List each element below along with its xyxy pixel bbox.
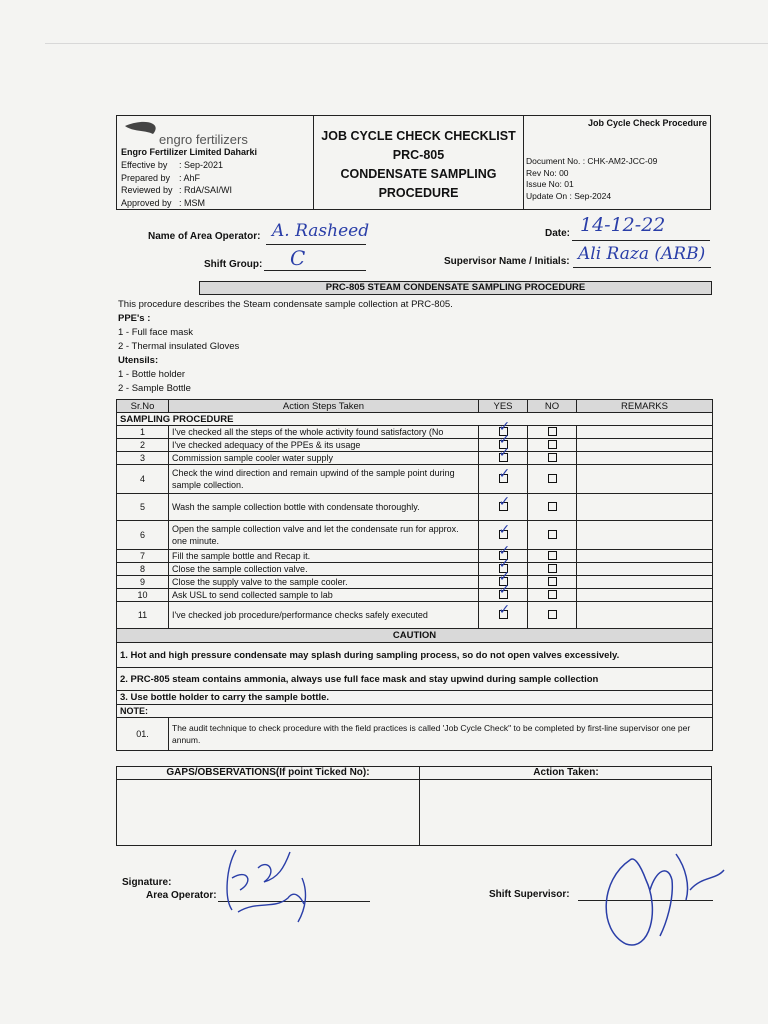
operator-signature-icon <box>218 838 328 928</box>
doc-number: Document No. : CHK-AM2-JCC-09 <box>526 156 658 166</box>
update-date: Update On : Sep-2024 <box>526 190 612 201</box>
col-remarks: REMARKS <box>577 400 713 413</box>
ppe-item-2: 2 - Thermal insulated Gloves <box>118 341 240 352</box>
no-checkbox[interactable] <box>548 427 557 436</box>
operator-line <box>266 244 366 245</box>
date-line <box>572 240 710 241</box>
row-yes-cell[interactable] <box>479 581 528 602</box>
row-no-cell[interactable] <box>528 439 577 452</box>
row-action-text: Open the sample collection valve and let the condensate run for approx. one minute. <box>169 521 479 550</box>
row-number: 7 <box>117 550 169 563</box>
table-row <box>117 494 713 521</box>
yes-checkbox[interactable] <box>498 465 511 483</box>
gaps-box <box>116 766 712 846</box>
row-action-text: Wash the sample collection bottle with condensate thoroughly. <box>169 494 479 521</box>
check-mark-icon: ✓ <box>498 601 511 618</box>
row-number: 5 <box>117 494 169 521</box>
date-label: Date: <box>545 228 571 239</box>
logo-text: engro fertilizers <box>159 132 248 147</box>
row-yes-cell[interactable] <box>479 465 528 494</box>
table-row <box>117 465 713 494</box>
note-text: The audit technique to check procedure with the field practices is called 'Job Cycle Check" to be completed by first-line supervisor one per annum. <box>169 718 713 751</box>
no-checkbox[interactable] <box>548 610 557 619</box>
row-no-cell[interactable] <box>528 452 577 465</box>
row-no-cell[interactable] <box>528 576 577 589</box>
no-checkbox[interactable] <box>548 551 557 560</box>
row-remarks[interactable] <box>577 576 713 589</box>
check-mark-icon: ✓ <box>498 418 511 435</box>
row-number: 3 <box>117 452 169 465</box>
issue-number: Issue No: 01 <box>526 179 574 189</box>
table-row <box>117 602 713 629</box>
row-action-text: Commission sample cooler water supply <box>169 452 479 465</box>
shift-label: Shift Group: <box>204 259 263 270</box>
supervisor-line <box>573 267 711 268</box>
meta-effective: Effective by : Sep-2021 <box>121 160 224 170</box>
supervisor-label: Supervisor Name / Initials: <box>444 256 570 267</box>
row-number: 9 <box>117 576 169 589</box>
row-action-text: Check the wind direction and remain upwind of the sample point during sample collection. <box>169 465 479 494</box>
row-remarks[interactable] <box>577 550 713 563</box>
page-top-edge <box>45 43 768 44</box>
ppe-item-1: 1 - Full face mask <box>118 327 193 338</box>
row-action-text: Close the supply valve to the sample cooler. <box>169 576 479 589</box>
row-no-cell[interactable] <box>528 563 577 576</box>
check-mark-icon: ✓ <box>498 431 511 448</box>
row-remarks[interactable] <box>577 465 713 494</box>
check-mark-icon: ✓ <box>498 581 511 598</box>
row-remarks[interactable] <box>577 494 713 521</box>
table-row <box>117 589 713 602</box>
signature-label: Signature: <box>122 877 172 888</box>
row-number: 2 <box>117 439 169 452</box>
procedure-intro-block <box>118 298 453 396</box>
gaps-divider <box>419 779 420 845</box>
caution-3: 3. Use bottle holder to carry the sample bottle. <box>117 691 713 705</box>
meta-prepared: Prepared by : AhF <box>121 172 201 183</box>
check-mark-icon: ✓ <box>498 493 511 510</box>
table-row <box>117 563 713 576</box>
row-no-cell[interactable] <box>528 521 577 550</box>
caution-2: 2. PRC-805 steam contains ammonia, always use full face mask and stay upwind during sample collection <box>117 668 713 691</box>
no-checkbox[interactable] <box>548 453 557 462</box>
col-srno: Sr.No <box>117 400 169 413</box>
shift-handwriting: C <box>290 246 306 270</box>
shift-line <box>264 270 366 271</box>
note-label: NOTE: <box>117 705 713 718</box>
gaps-label: GAPS/OBSERVATIONS(If point Ticked No): <box>117 767 419 780</box>
row-no-cell[interactable] <box>528 550 577 563</box>
note-number: 01. <box>117 718 169 751</box>
table-row <box>117 576 713 589</box>
header-company-box <box>116 115 314 210</box>
row-action-text: Fill the sample bottle and Recap it. <box>169 550 479 563</box>
row-no-cell[interactable] <box>528 589 577 602</box>
row-no-cell[interactable] <box>528 465 577 494</box>
row-action-text: I've checked adequacy of the PPEs & its usage <box>169 439 479 452</box>
check-mark-icon: ✓ <box>498 542 511 559</box>
row-remarks[interactable] <box>577 589 713 602</box>
area-operator-label: Area Operator: <box>146 890 217 901</box>
shift-supervisor-label: Shift Supervisor: <box>489 889 570 900</box>
operator-label: Name of Area Operator: <box>148 231 261 242</box>
action-taken-label: Action Taken: <box>419 767 712 780</box>
row-action-text: Close the sample collection valve. <box>169 563 479 576</box>
check-mark-icon: ✓ <box>498 521 511 538</box>
yes-checkbox[interactable] <box>498 581 511 599</box>
row-remarks[interactable] <box>577 426 713 439</box>
right-title: Job Cycle Check Procedure <box>587 118 707 128</box>
title-line-2: PRC-805 <box>392 148 445 162</box>
doc-info <box>526 156 657 202</box>
row-yes-cell[interactable] <box>479 494 528 521</box>
rev-number: Rev No: 00 <box>526 167 569 178</box>
meta-reviewed: Reviewed by : RdA/SAI/WI <box>121 185 233 195</box>
no-checkbox[interactable] <box>548 502 557 511</box>
row-remarks[interactable] <box>577 521 713 550</box>
col-no: NO <box>528 400 577 413</box>
utensils-item-2: 2 - Sample Bottle <box>118 383 191 394</box>
table-row <box>117 426 713 439</box>
row-number: 6 <box>117 521 169 550</box>
supervisor-signature-icon <box>590 840 740 955</box>
row-number: 8 <box>117 563 169 576</box>
title-line-4: PROCEDURE <box>378 186 459 200</box>
row-no-cell[interactable] <box>528 602 577 629</box>
header-doc-box <box>523 115 711 210</box>
ppe-label: PPE's : <box>118 313 151 324</box>
yes-checkbox[interactable] <box>498 493 511 511</box>
row-yes-cell[interactable] <box>479 602 528 629</box>
title-line-1: JOB CYCLE CHECK CHECKLIST <box>321 129 516 143</box>
row-number: 10 <box>117 589 169 602</box>
table-row <box>117 452 713 465</box>
yes-checkbox[interactable] <box>498 444 511 462</box>
row-remarks[interactable] <box>577 439 713 452</box>
no-checkbox[interactable] <box>548 530 557 539</box>
meta-list <box>121 159 232 209</box>
row-number: 4 <box>117 465 169 494</box>
procedure-heading: PRC-805 STEAM CONDENSATE SAMPLING PROCEDURE <box>199 281 712 295</box>
section-heading: SAMPLING PROCEDURE <box>117 413 713 426</box>
company-name: Engro Fertilizer Limited Daharki <box>121 147 258 157</box>
checklist-table <box>116 399 713 751</box>
row-action-text: Ask USL to send collected sample to lab <box>169 589 479 602</box>
table-row <box>117 521 713 550</box>
caution-heading: CAUTION <box>117 629 713 643</box>
check-mark-icon: ✓ <box>498 555 511 572</box>
col-yes: YES <box>479 400 528 413</box>
check-mark-icon: ✓ <box>498 465 511 482</box>
col-action: Action Steps Taken <box>169 400 479 413</box>
meta-approved: Approved by : MSM <box>121 197 205 208</box>
no-checkbox[interactable] <box>548 577 557 586</box>
title-line-3: CONDENSATE SAMPLING <box>340 167 497 181</box>
row-no-cell[interactable] <box>528 494 577 521</box>
utensils-item-1: 1 - Bottle holder <box>118 369 186 380</box>
yes-checkbox[interactable] <box>498 521 511 539</box>
no-checkbox[interactable] <box>548 440 557 449</box>
row-remarks[interactable] <box>577 563 713 576</box>
utensils-label: Utensils: <box>118 355 159 366</box>
header-title-box <box>313 115 524 210</box>
supervisor-handwriting: Ali Raza (ARB) <box>578 244 706 264</box>
table-row <box>117 439 713 452</box>
operator-handwriting: A. Rasheed <box>272 221 370 241</box>
row-yes-cell[interactable] <box>479 444 528 465</box>
row-no-cell[interactable] <box>528 426 577 439</box>
no-checkbox[interactable] <box>548 590 557 599</box>
date-handwriting: 14-12-22 <box>580 214 666 236</box>
row-number: 11 <box>117 602 169 629</box>
no-checkbox[interactable] <box>548 474 557 483</box>
caution-1: 1. Hot and high pressure condensate may splash during sampling process, so do not open valves excessively. <box>117 643 713 668</box>
procedure-intro: This procedure describes the Steam condensate sample collection at PRC-805. <box>118 299 453 310</box>
no-checkbox[interactable] <box>548 564 557 573</box>
row-remarks[interactable] <box>577 452 713 465</box>
table-row <box>117 550 713 563</box>
row-action-text: I've checked all the steps of the whole activity found satisfactory (No <box>169 426 479 439</box>
check-mark-icon: ✓ <box>498 568 511 585</box>
row-remarks[interactable] <box>577 602 713 629</box>
check-mark-icon: ✓ <box>498 444 511 461</box>
yes-checkbox[interactable] <box>498 601 511 619</box>
row-action-text: I've checked job procedure/performance checks safely executed <box>169 602 479 629</box>
row-number: 1 <box>117 426 169 439</box>
